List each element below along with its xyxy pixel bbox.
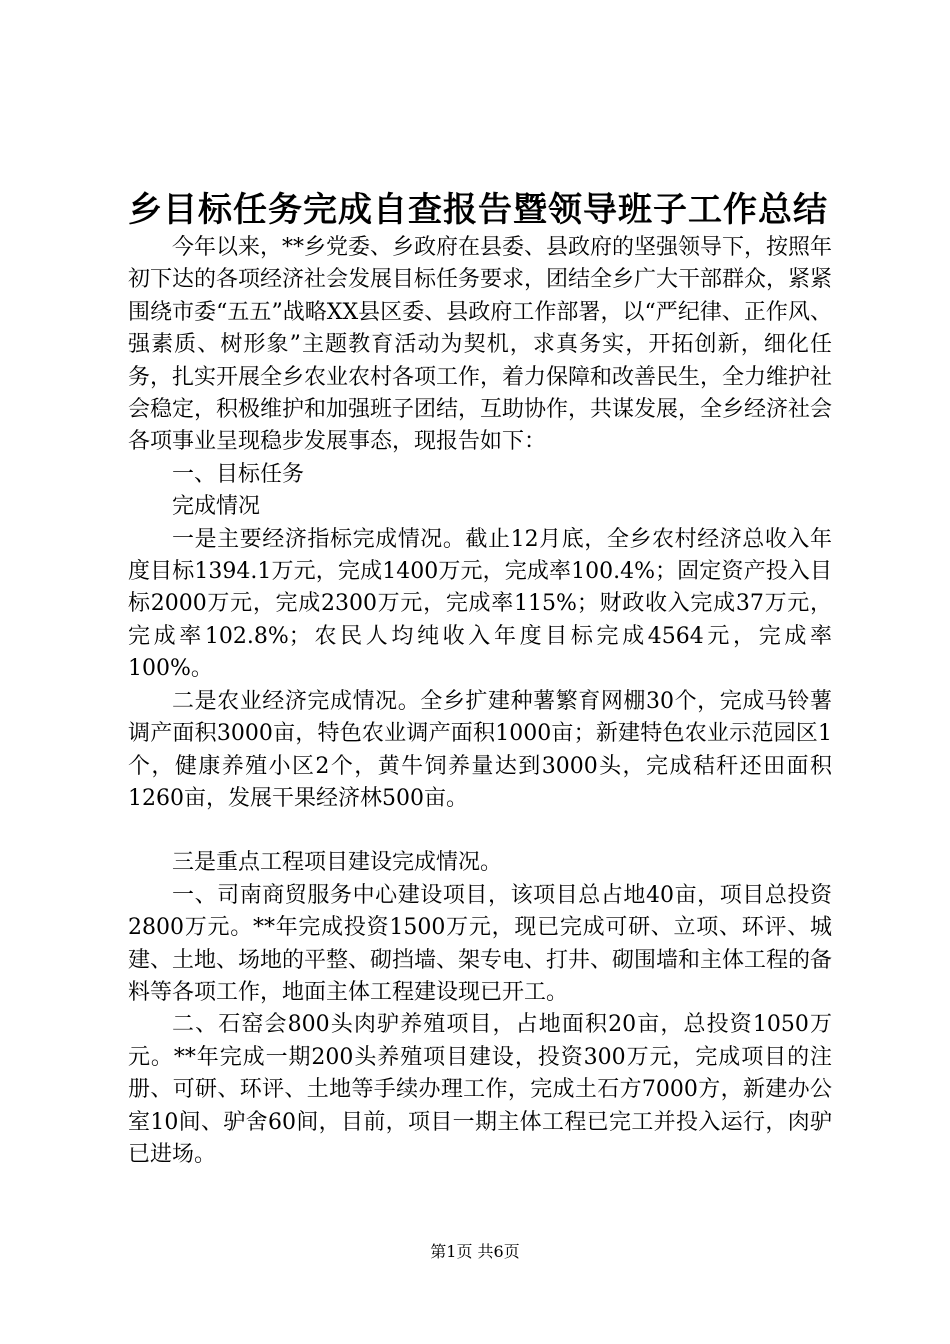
section-heading: 一、目标任务 — [172, 461, 305, 487]
page-footer: 第1页 共6页 — [430, 1242, 520, 1261]
paragraph-key-projects-heading: 三是重点工程项目建设完成情况。 — [172, 850, 503, 876]
intro-paragraph: 今年以来，**乡党委、乡政府在县委、县政府的坚强领导下，按照年初下达的各项经济社会发展目标任务要求，团结全乡广大干部群众，紧紧围绕市委“五五”战略XX县区委、县政府工作部署，以“严纪律、正作风、强素质、树形象”主题教育活动为契机，求真务实，开拓创新，细化任务，扎实开展全乡农业农村各项工作，着力保障和改善民生，全力维护社会稳定，积极维护和加强班子团结，互助协作，共谋发展，全乡经济社会各项事业呈现稳步发展事态，现报告如下： — [128, 235, 833, 455]
document-title: 乡目标任务完成自查报告暨领导班子工作总结 — [128, 190, 828, 230]
paragraph-project-two: 二、石窑会800头肉驴养殖项目，占地面积20亩，总投资1050万元。**年完成一期200头养殖项目建设，投资300万元，完成项目的注册、可研、环评、土地等手续办理工作，完成土石方7000方，新建办公室10间、驴舍60间，目前，项目一期主体工程已完工并投入运行，肉驴已进场。 — [128, 1012, 832, 1167]
paragraph-project-one: 一、司南商贸服务中心建设项目，该项目总占地40亩，项目总投资2800万元。**年完成投资1500万元，现已完成可研、立项、环评、城建、土地、场地的平整、砌挡墙、架专电、打井、砌围墙和主体工程的备料等各项工作，地面主体工程建设现已开工。 — [128, 882, 833, 1005]
subsection-heading: 完成情况 — [172, 494, 261, 520]
paragraph-economic-indicators: 一是主要经济指标完成情况。截止12月底，全乡农村经济总收入年度目标1394.1万元，完成1400万元，完成率100.4%；固定资产投入目标2000万元，完成2300万元，完成率115%；财政收入完成37万元，完成率102.8%；农民人均纯收入年度目标完成4564元，完成率100%。 — [128, 526, 832, 682]
paragraph-agriculture: 二是农业经济完成情况。全乡扩建种薯繁育网棚30个，完成马铃薯调产面积3000亩，特色农业调产面积1000亩；新建特色农业示范园区1个，健康养殖小区2个，黄牛饲养量达到3000头，完成秸秆还田面积1260亩，发展干果经济林500亩。 — [128, 688, 832, 811]
document-body — [128, 232, 832, 1171]
